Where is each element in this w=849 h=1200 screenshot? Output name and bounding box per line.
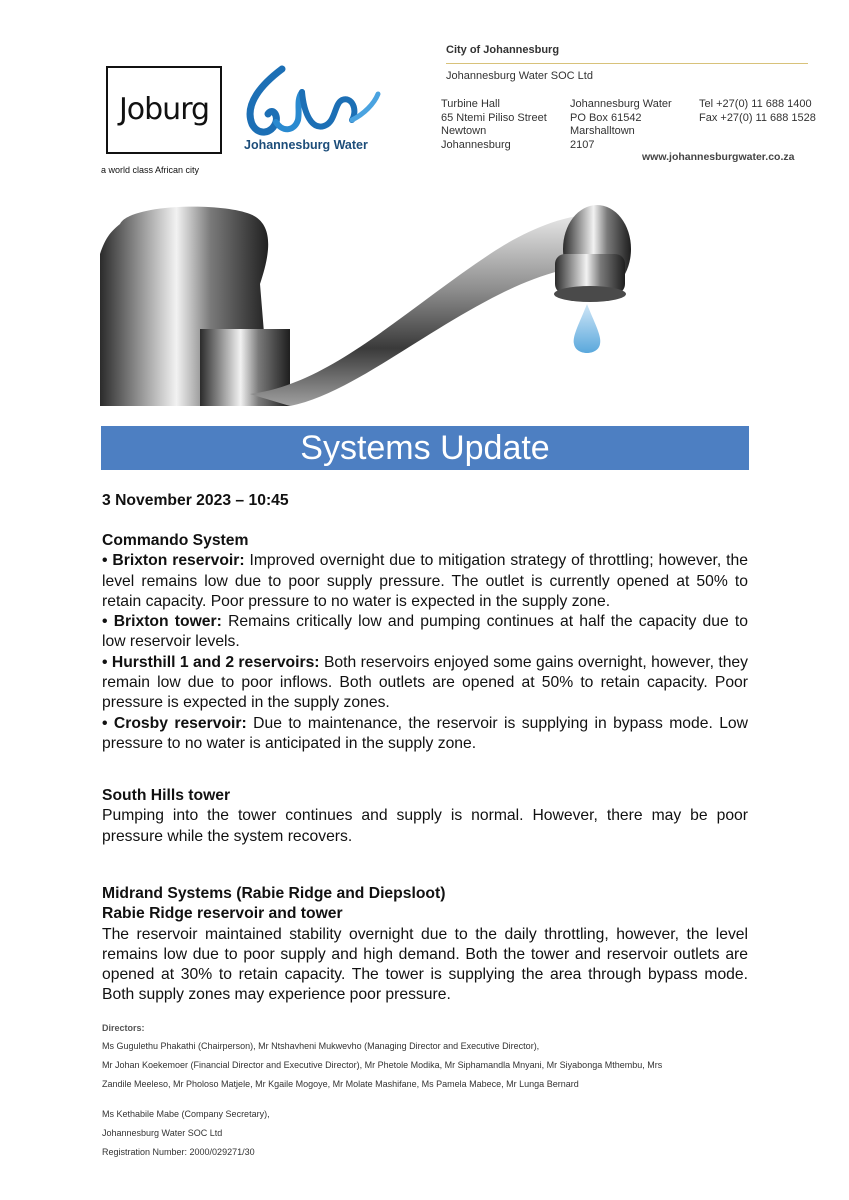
section-text: The reservoir maintained stability overnight due to the daily throttling, however, the level remains low due to poor supply and high demand. Both the tower and reservoir outlets are opened at 30% to retain capacity. The tower is supplying the area through bypass mode. Both supply zones may experience poor pressure. [102, 925, 748, 1004]
directors-line: Mr Johan Koekemoer (Financial Director and Executive Director), Mr Phetole Modika, Mr Siphamandla Mnyani, Mr Siyabonga Mthembu, Mrs [102, 1060, 663, 1070]
fax: Fax +27(0) 11 688 1528 [699, 111, 816, 124]
directors-list [102, 1037, 742, 1094]
address-line: 65 Ntemi Piliso Street [441, 111, 547, 124]
org-subtitle: Johannesburg Water SOC Ltd [446, 70, 593, 82]
item-label: • Crosby reservoir: [102, 714, 247, 732]
website-link[interactable]: www.johannesburgwater.co.za [642, 151, 795, 163]
joburg-logo-text: Joburg [118, 92, 210, 127]
company-details [102, 1105, 270, 1162]
section-text: Pumping into the tower continues and supply is normal. However, there may be poor pressure while the system recovers. [102, 807, 748, 845]
address-line: PO Box 61542 [570, 111, 642, 124]
joburg-tagline: a world class African city [101, 165, 200, 175]
item-text: Improved overnight due to mitigation strategy of throttling; however, the level remains low due to poor supply pressure. The outlet is currently opened at 50% to retain capacity. Poor pressure to no water is expected in the supply zone. [102, 552, 748, 610]
banner-title: Systems Update [300, 429, 550, 467]
section-heading: South Hills tower [102, 787, 231, 804]
header-divider [446, 63, 808, 64]
item-text: Remains critically low and pumping continues at half the capacity due to low reservoir levels. [102, 613, 749, 651]
address-line: 2107 [570, 138, 595, 151]
address-line: Turbine Hall [441, 98, 500, 110]
section-heading: Midrand Systems (Rabie Ridge and Diepsloot) [102, 885, 446, 902]
item-label: • Hursthill 1 and 2 reservoirs: [102, 653, 320, 671]
telephone: Tel +27(0) 11 688 1400 [699, 98, 812, 110]
directors-label: Directors: [102, 1023, 145, 1033]
section-heading: Commando System [102, 532, 249, 549]
registration-number: Registration Number: 2000/029271/30 [102, 1147, 255, 1157]
item-label: • Brixton reservoir: [102, 552, 245, 570]
company-secretary: Ms Kethabile Mabe (Company Secretary), [102, 1109, 270, 1119]
commando-section [102, 531, 748, 754]
postal-address [570, 98, 672, 152]
item-text: Due to maintenance, the reservoir is supplying in bypass mode. Low pressure to no water is anticipated in the supply zone. [102, 714, 748, 752]
section-subheading: Rabie Ridge reservoir and tower [102, 905, 343, 923]
org-name: City of Johannesburg [446, 44, 560, 56]
address-line: Johannesburg Water [570, 98, 672, 110]
company-name: Johannesburg Water SOC Ltd [102, 1128, 223, 1138]
contact-numbers [699, 98, 816, 125]
joburg-logo [106, 66, 222, 154]
update-date: 3 November 2023 – 10:45 [102, 492, 289, 509]
address-line: Johannesburg [441, 138, 511, 151]
status-item [102, 653, 748, 714]
address-line: Newtown [441, 125, 487, 137]
physical-address [441, 98, 547, 152]
water-tap-image [100, 194, 660, 406]
address-line: Marshalltown [570, 125, 635, 137]
directors-line: Zandile Meeleso, Mr Pholoso Matjele, Mr Kgaile Mogoye, Mr Molate Mashifane, Ms Pamela Mabece, Mr Lunga Bernard [102, 1079, 579, 1089]
midrand-section [102, 884, 748, 1006]
south-hills-section [102, 786, 748, 847]
item-label: • Brixton tower: [102, 613, 222, 631]
status-item [102, 551, 748, 612]
directors-line: Ms Gugulethu Phakathi (Chairperson), Mr Ntshavheni Mukwevho (Managing Director and Executive Director), [102, 1041, 540, 1051]
systems-update-banner [101, 426, 749, 470]
item-text: Both reservoirs enjoyed some gains overnight, however, they remain low due to poor inflows. Both outlets are opened at 50% to retain capacity. Poor pressure is expected in the supply zones. [102, 653, 748, 712]
johannesburg-water-logo-text: Johannesburg Water [244, 138, 368, 152]
status-item [102, 714, 748, 755]
status-item [102, 612, 748, 653]
